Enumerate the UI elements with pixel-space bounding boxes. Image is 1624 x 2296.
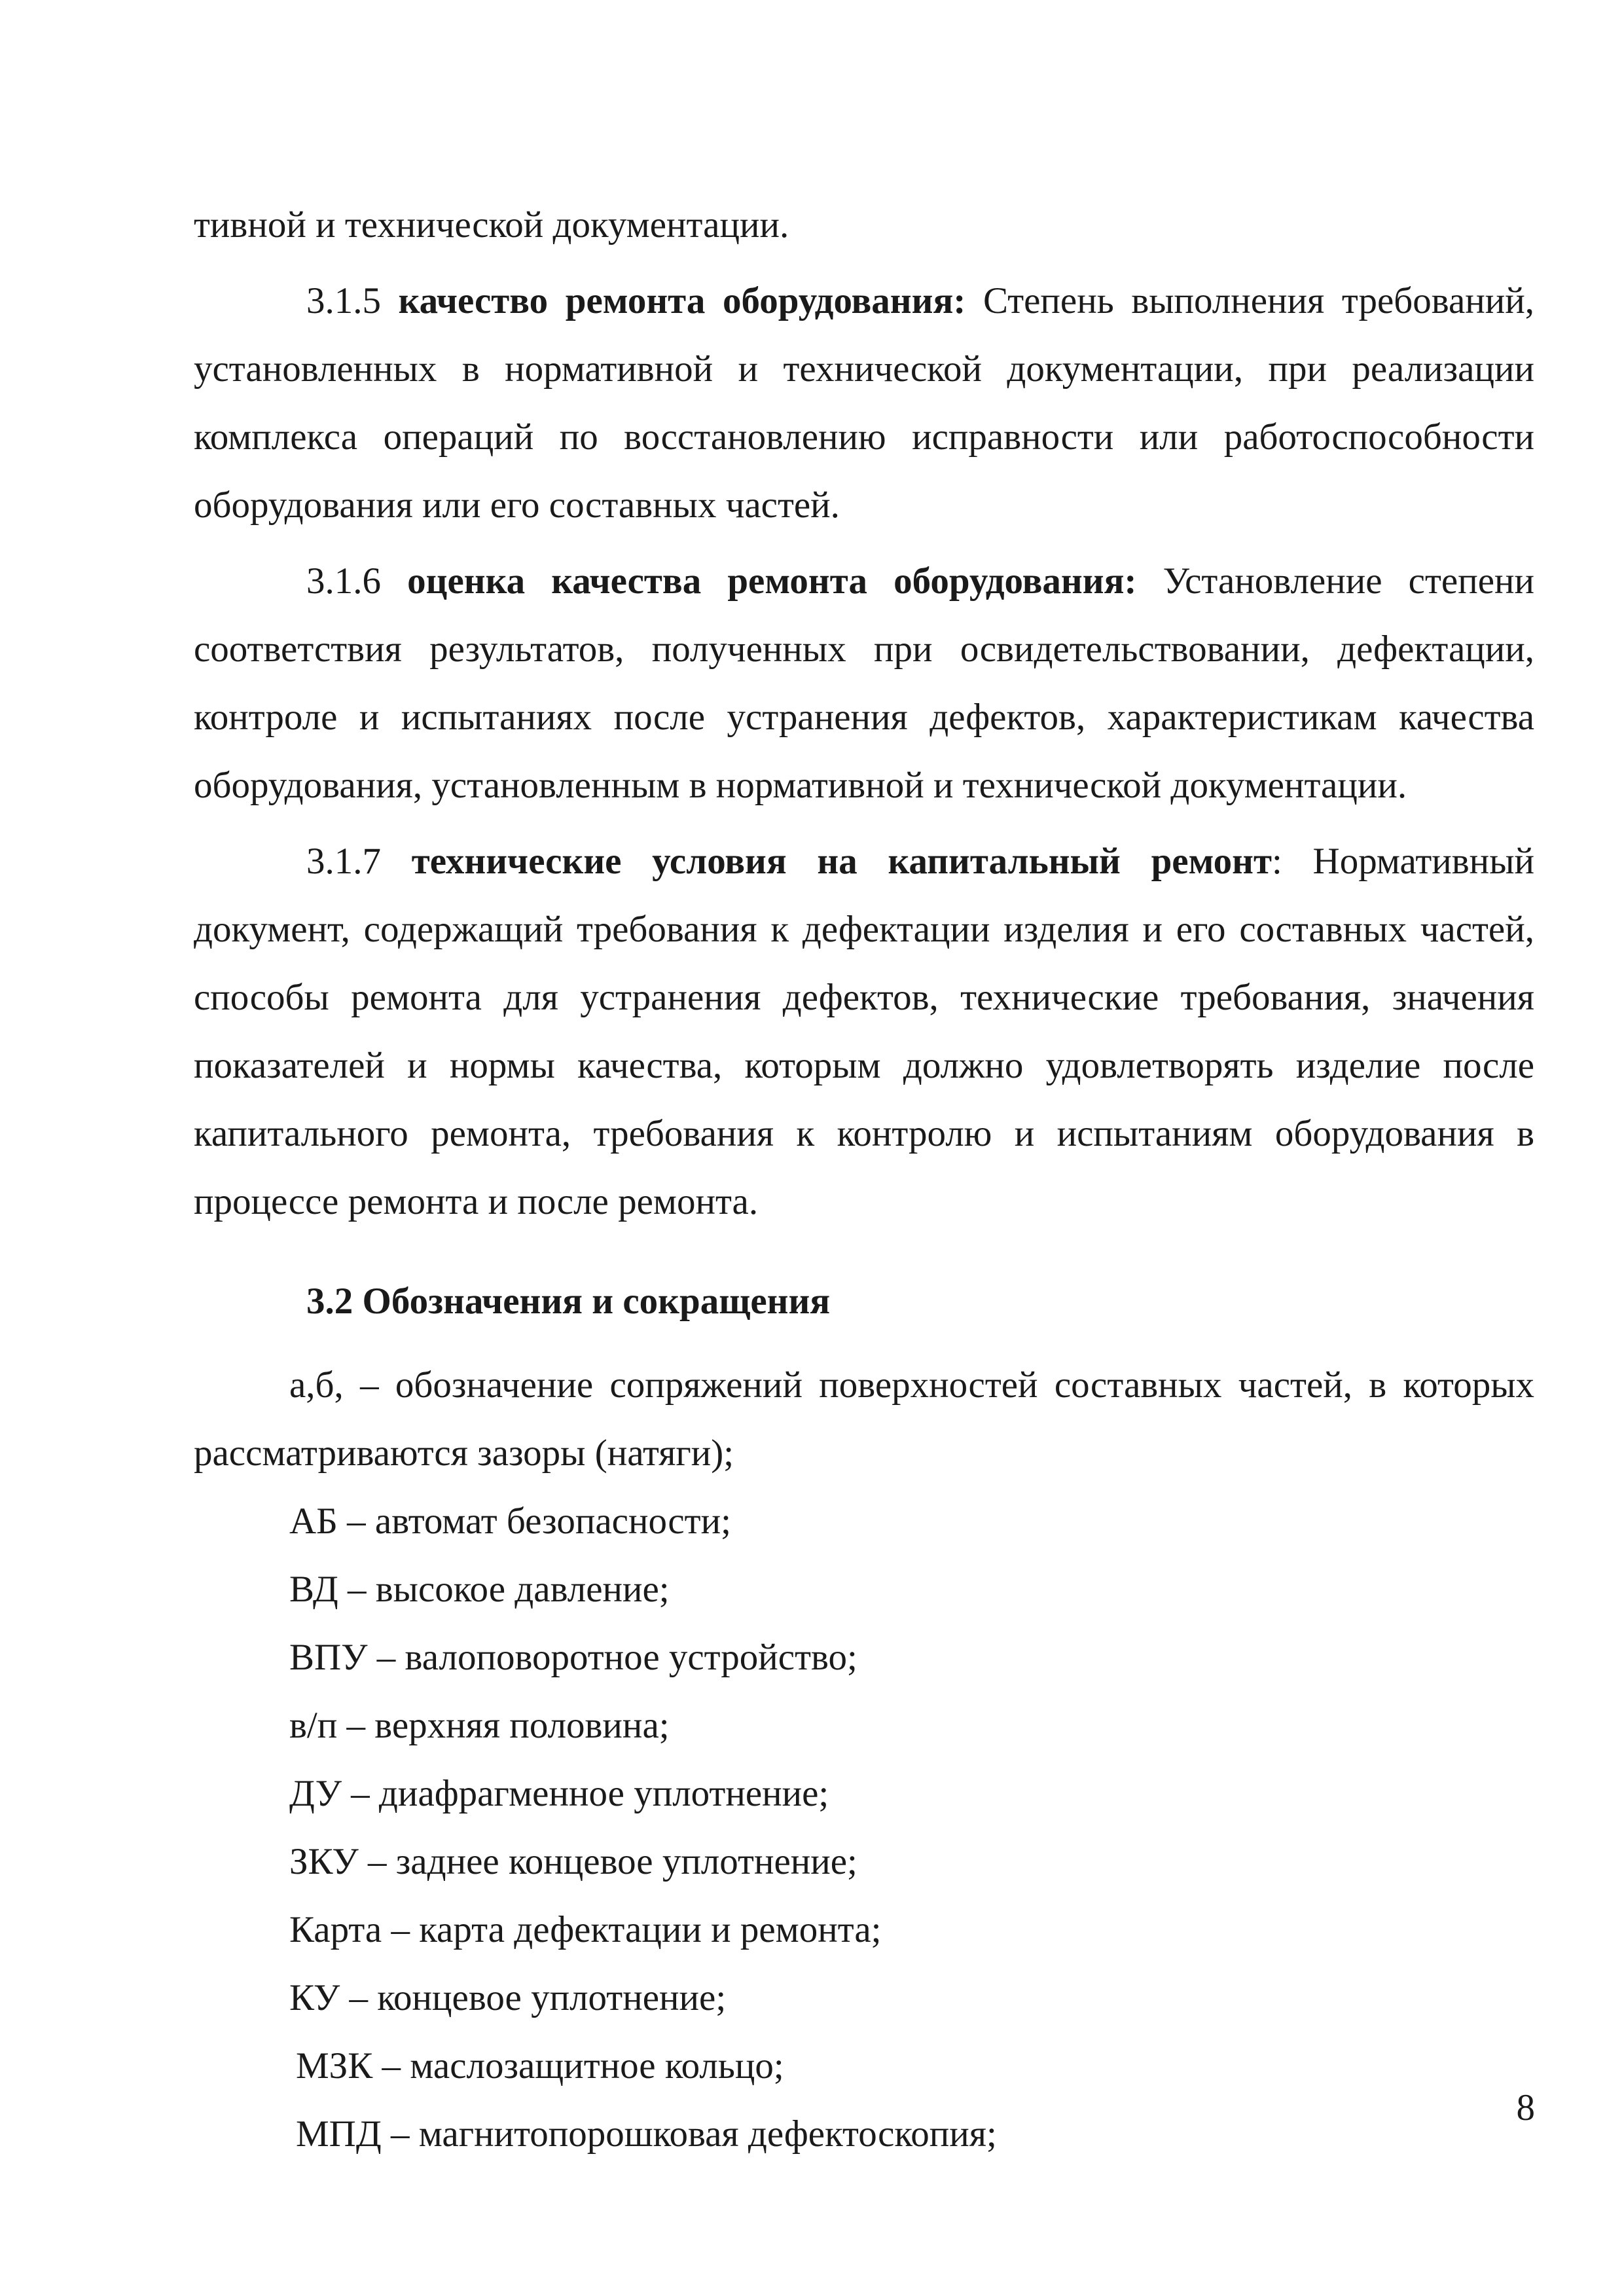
section-heading: 3.2 Обозначения и сокращения (306, 1281, 831, 1322)
abbreviation-item: АБ – автомат безопасности; (289, 1501, 731, 1542)
continued-text: тивной и технической документации. (194, 204, 789, 246)
abbreviation-item: ЗКУ – заднее концевое уплотнение; (289, 1841, 857, 1882)
abbreviation-item: КУ – концевое уплотнение; (289, 1977, 727, 2018)
definition-text: : Нормативный документ, содержащий требования к дефектации изделия и его составных частей, способы ремонта для устранения дефектов, технические требования, значения показателей и нормы качества, которым должно удовлетворять изделие после капитального ремонта, требования к контролю и испытаниям оборудования в процессе ремонта и после ремонта. (194, 841, 1534, 1222)
abbreviation-item: Карта – карта дефектации и ремонта; (289, 1909, 882, 1950)
abbreviation-item: ВПУ – валоповоротное устройство; (289, 1637, 857, 1678)
abbreviation-item: МПД – магнитопорошковая дефектоскопия; (296, 2113, 997, 2155)
definition-term: качество ремонта оборудования: (398, 280, 966, 321)
definition-term: технические условия на капитальный ремонт (411, 841, 1272, 882)
definition-number: 3.1.5 (306, 280, 381, 321)
definition-text: Степень выполнения требований, установленных в нормативной и технической документации, при реализации комплекса операций по восстановлению исправности или работоспособности оборудования или его составных частей. (194, 280, 1535, 526)
definition-3-1-7 (194, 828, 1534, 1236)
abbreviation-item: а,б, – обозначение сопряжений поверхностей составных частей, в которых рассматриваются зазоры (натяги); (194, 1364, 1534, 1474)
definition-number: 3.1.6 (306, 560, 381, 602)
abbreviation-item: в/п – верхняя половина; (289, 1705, 670, 1746)
abbreviation-item: ДУ – диафрагменное уплотнение; (289, 1773, 829, 1814)
definition-number: 3.1.7 (306, 841, 381, 882)
definition-term: оценка качества ремонта оборудования: (407, 560, 1137, 602)
definition-text: Установление степени соответствия результатов, полученных при освидетельствовании, дефектации, контроле и испытаниях после устранения дефектов, характеристикам качества оборудования, установленным в нормативной и технической документации. (194, 560, 1534, 806)
abbreviation-list (194, 1351, 1534, 2168)
definition-3-1-5 (194, 267, 1534, 539)
page-number: 8 (1516, 2087, 1535, 2128)
page-content (194, 191, 1534, 2168)
definition-3-1-6 (194, 547, 1534, 820)
abbreviation-item: МЗК – маслозащитное кольцо; (296, 2045, 784, 2086)
abbreviation-item: ВД – высокое давление; (289, 1569, 670, 1610)
